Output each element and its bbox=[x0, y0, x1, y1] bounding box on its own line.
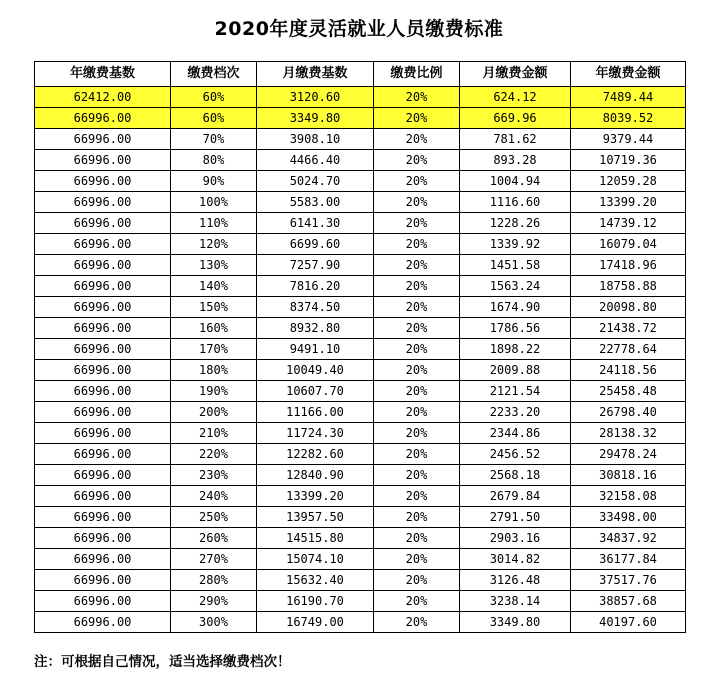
rate-cell: 20% bbox=[374, 87, 460, 108]
monthly-base-cell: 7257.90 bbox=[257, 255, 374, 276]
monthly-amount-cell: 3349.80 bbox=[460, 612, 571, 633]
rate-cell: 20% bbox=[374, 108, 460, 129]
monthly-amount-cell: 893.28 bbox=[460, 150, 571, 171]
table-body bbox=[35, 87, 686, 633]
annual-base-cell: 66996.00 bbox=[35, 381, 171, 402]
tier-cell: 280% bbox=[171, 570, 257, 591]
annual-base-cell: 66996.00 bbox=[35, 108, 171, 129]
annual-base-cell: 66996.00 bbox=[35, 507, 171, 528]
rate-cell: 20% bbox=[374, 171, 460, 192]
rate-cell: 20% bbox=[374, 255, 460, 276]
table-row bbox=[35, 171, 686, 192]
monthly-base-cell: 6699.60 bbox=[257, 234, 374, 255]
header-monthly-amount: 月缴费金额 bbox=[460, 62, 571, 87]
annual-base-cell: 66996.00 bbox=[35, 255, 171, 276]
monthly-base-cell: 12840.90 bbox=[257, 465, 374, 486]
table-row bbox=[35, 318, 686, 339]
monthly-base-cell: 8374.50 bbox=[257, 297, 374, 318]
tier-cell: 120% bbox=[171, 234, 257, 255]
monthly-amount-cell: 1563.24 bbox=[460, 276, 571, 297]
annual-amount-cell: 38857.68 bbox=[571, 591, 686, 612]
header-rate: 缴费比例 bbox=[374, 62, 460, 87]
table-row bbox=[35, 444, 686, 465]
monthly-base-cell: 14515.80 bbox=[257, 528, 374, 549]
tier-cell: 210% bbox=[171, 423, 257, 444]
annual-amount-cell: 14739.12 bbox=[571, 213, 686, 234]
rate-cell: 20% bbox=[374, 591, 460, 612]
tier-cell: 90% bbox=[171, 171, 257, 192]
annual-amount-cell: 29478.24 bbox=[571, 444, 686, 465]
tier-cell: 180% bbox=[171, 360, 257, 381]
monthly-amount-cell: 1674.90 bbox=[460, 297, 571, 318]
annual-amount-cell: 28138.32 bbox=[571, 423, 686, 444]
annual-amount-cell: 25458.48 bbox=[571, 381, 686, 402]
rate-cell: 20% bbox=[374, 570, 460, 591]
annual-base-cell: 66996.00 bbox=[35, 234, 171, 255]
tier-cell: 60% bbox=[171, 108, 257, 129]
page-title: 2020年度灵活就业人员缴费标准 bbox=[214, 18, 504, 40]
annual-base-cell: 66996.00 bbox=[35, 339, 171, 360]
rate-cell: 20% bbox=[374, 549, 460, 570]
monthly-amount-cell: 1451.58 bbox=[460, 255, 571, 276]
monthly-amount-cell: 1339.92 bbox=[460, 234, 571, 255]
monthly-amount-cell: 2903.16 bbox=[460, 528, 571, 549]
annual-amount-cell: 13399.20 bbox=[571, 192, 686, 213]
monthly-base-cell: 16190.70 bbox=[257, 591, 374, 612]
rate-cell: 20% bbox=[374, 318, 460, 339]
annual-amount-cell: 10719.36 bbox=[571, 150, 686, 171]
tier-cell: 110% bbox=[171, 213, 257, 234]
annual-amount-cell: 17418.96 bbox=[571, 255, 686, 276]
annual-base-cell: 62412.00 bbox=[35, 87, 171, 108]
monthly-amount-cell: 624.12 bbox=[460, 87, 571, 108]
rate-cell: 20% bbox=[374, 213, 460, 234]
monthly-base-cell: 3908.10 bbox=[257, 129, 374, 150]
monthly-amount-cell: 2456.52 bbox=[460, 444, 571, 465]
table-row bbox=[35, 234, 686, 255]
tier-cell: 190% bbox=[171, 381, 257, 402]
table-row bbox=[35, 465, 686, 486]
header-monthly-base: 月缴费基数 bbox=[257, 62, 374, 87]
monthly-amount-cell: 2233.20 bbox=[460, 402, 571, 423]
fee-table bbox=[34, 61, 686, 633]
table-row bbox=[35, 87, 686, 108]
table-row bbox=[35, 213, 686, 234]
tier-cell: 70% bbox=[171, 129, 257, 150]
annual-base-cell: 66996.00 bbox=[35, 360, 171, 381]
annual-amount-cell: 37517.76 bbox=[571, 570, 686, 591]
table-row bbox=[35, 381, 686, 402]
annual-base-cell: 66996.00 bbox=[35, 570, 171, 591]
table-row bbox=[35, 360, 686, 381]
table-row bbox=[35, 276, 686, 297]
monthly-base-cell: 11166.00 bbox=[257, 402, 374, 423]
footnote: 注：可根据自己情况，适当选择缴费档次！ bbox=[34, 654, 291, 670]
monthly-amount-cell: 669.96 bbox=[460, 108, 571, 129]
annual-amount-cell: 34837.92 bbox=[571, 528, 686, 549]
tier-cell: 160% bbox=[171, 318, 257, 339]
table-row bbox=[35, 297, 686, 318]
table-row bbox=[35, 570, 686, 591]
annual-base-cell: 66996.00 bbox=[35, 213, 171, 234]
monthly-amount-cell: 1116.60 bbox=[460, 192, 571, 213]
table-row bbox=[35, 528, 686, 549]
tier-cell: 230% bbox=[171, 465, 257, 486]
monthly-base-cell: 3120.60 bbox=[257, 87, 374, 108]
annual-base-cell: 66996.00 bbox=[35, 171, 171, 192]
annual-amount-cell: 32158.08 bbox=[571, 486, 686, 507]
annual-amount-cell: 9379.44 bbox=[571, 129, 686, 150]
table-row bbox=[35, 150, 686, 171]
tier-cell: 130% bbox=[171, 255, 257, 276]
monthly-base-cell: 5583.00 bbox=[257, 192, 374, 213]
table-row bbox=[35, 612, 686, 633]
table-row bbox=[35, 507, 686, 528]
monthly-base-cell: 15632.40 bbox=[257, 570, 374, 591]
annual-base-cell: 66996.00 bbox=[35, 528, 171, 549]
table-row bbox=[35, 255, 686, 276]
annual-amount-cell: 36177.84 bbox=[571, 549, 686, 570]
monthly-base-cell: 3349.80 bbox=[257, 108, 374, 129]
annual-base-cell: 66996.00 bbox=[35, 402, 171, 423]
monthly-amount-cell: 1786.56 bbox=[460, 318, 571, 339]
rate-cell: 20% bbox=[374, 150, 460, 171]
monthly-base-cell: 12282.60 bbox=[257, 444, 374, 465]
tier-cell: 100% bbox=[171, 192, 257, 213]
monthly-amount-cell: 3238.14 bbox=[460, 591, 571, 612]
header-annual-amount: 年缴费金额 bbox=[571, 62, 686, 87]
annual-base-cell: 66996.00 bbox=[35, 486, 171, 507]
rate-cell: 20% bbox=[374, 423, 460, 444]
annual-amount-cell: 21438.72 bbox=[571, 318, 686, 339]
monthly-base-cell: 13957.50 bbox=[257, 507, 374, 528]
table-row bbox=[35, 339, 686, 360]
annual-amount-cell: 16079.04 bbox=[571, 234, 686, 255]
rate-cell: 20% bbox=[374, 297, 460, 318]
tier-cell: 220% bbox=[171, 444, 257, 465]
annual-amount-cell: 30818.16 bbox=[571, 465, 686, 486]
annual-base-cell: 66996.00 bbox=[35, 297, 171, 318]
annual-amount-cell: 24118.56 bbox=[571, 360, 686, 381]
annual-base-cell: 66996.00 bbox=[35, 318, 171, 339]
rate-cell: 20% bbox=[374, 129, 460, 150]
tier-cell: 300% bbox=[171, 612, 257, 633]
annual-amount-cell: 20098.80 bbox=[571, 297, 686, 318]
annual-amount-cell: 18758.88 bbox=[571, 276, 686, 297]
tier-cell: 290% bbox=[171, 591, 257, 612]
rate-cell: 20% bbox=[374, 192, 460, 213]
tier-cell: 260% bbox=[171, 528, 257, 549]
annual-amount-cell: 7489.44 bbox=[571, 87, 686, 108]
table-row bbox=[35, 129, 686, 150]
monthly-amount-cell: 2121.54 bbox=[460, 381, 571, 402]
header-annual-base: 年缴费基数 bbox=[35, 62, 171, 87]
monthly-base-cell: 8932.80 bbox=[257, 318, 374, 339]
annual-amount-cell: 40197.60 bbox=[571, 612, 686, 633]
monthly-amount-cell: 781.62 bbox=[460, 129, 571, 150]
monthly-amount-cell: 1004.94 bbox=[460, 171, 571, 192]
rate-cell: 20% bbox=[374, 507, 460, 528]
monthly-amount-cell: 2009.88 bbox=[460, 360, 571, 381]
table-row bbox=[35, 591, 686, 612]
annual-base-cell: 66996.00 bbox=[35, 465, 171, 486]
annual-amount-cell: 8039.52 bbox=[571, 108, 686, 129]
tier-cell: 60% bbox=[171, 87, 257, 108]
monthly-base-cell: 10049.40 bbox=[257, 360, 374, 381]
rate-cell: 20% bbox=[374, 339, 460, 360]
rate-cell: 20% bbox=[374, 528, 460, 549]
annual-base-cell: 66996.00 bbox=[35, 444, 171, 465]
annual-amount-cell: 33498.00 bbox=[571, 507, 686, 528]
rate-cell: 20% bbox=[374, 465, 460, 486]
monthly-amount-cell: 1898.22 bbox=[460, 339, 571, 360]
monthly-base-cell: 15074.10 bbox=[257, 549, 374, 570]
rate-cell: 20% bbox=[374, 444, 460, 465]
table-row bbox=[35, 108, 686, 129]
tier-cell: 240% bbox=[171, 486, 257, 507]
monthly-base-cell: 7816.20 bbox=[257, 276, 374, 297]
rate-cell: 20% bbox=[374, 381, 460, 402]
table-row bbox=[35, 192, 686, 213]
annual-base-cell: 66996.00 bbox=[35, 192, 171, 213]
monthly-amount-cell: 1228.26 bbox=[460, 213, 571, 234]
tier-cell: 250% bbox=[171, 507, 257, 528]
annual-amount-cell: 22778.64 bbox=[571, 339, 686, 360]
annual-base-cell: 66996.00 bbox=[35, 276, 171, 297]
header-tier: 缴费档次 bbox=[171, 62, 257, 87]
table-row bbox=[35, 423, 686, 444]
annual-base-cell: 66996.00 bbox=[35, 549, 171, 570]
monthly-base-cell: 5024.70 bbox=[257, 171, 374, 192]
annual-base-cell: 66996.00 bbox=[35, 591, 171, 612]
monthly-base-cell: 16749.00 bbox=[257, 612, 374, 633]
annual-base-cell: 66996.00 bbox=[35, 129, 171, 150]
monthly-base-cell: 9491.10 bbox=[257, 339, 374, 360]
monthly-base-cell: 6141.30 bbox=[257, 213, 374, 234]
monthly-amount-cell: 3126.48 bbox=[460, 570, 571, 591]
monthly-base-cell: 10607.70 bbox=[257, 381, 374, 402]
annual-base-cell: 66996.00 bbox=[35, 150, 171, 171]
monthly-base-cell: 11724.30 bbox=[257, 423, 374, 444]
monthly-base-cell: 4466.40 bbox=[257, 150, 374, 171]
tier-cell: 150% bbox=[171, 297, 257, 318]
table-header-row bbox=[35, 62, 686, 87]
monthly-amount-cell: 3014.82 bbox=[460, 549, 571, 570]
tier-cell: 270% bbox=[171, 549, 257, 570]
tier-cell: 200% bbox=[171, 402, 257, 423]
rate-cell: 20% bbox=[374, 276, 460, 297]
monthly-amount-cell: 2791.50 bbox=[460, 507, 571, 528]
rate-cell: 20% bbox=[374, 360, 460, 381]
table-row bbox=[35, 402, 686, 423]
table-row bbox=[35, 549, 686, 570]
monthly-base-cell: 13399.20 bbox=[257, 486, 374, 507]
rate-cell: 20% bbox=[374, 612, 460, 633]
annual-amount-cell: 12059.28 bbox=[571, 171, 686, 192]
rate-cell: 20% bbox=[374, 234, 460, 255]
rate-cell: 20% bbox=[374, 402, 460, 423]
annual-amount-cell: 26798.40 bbox=[571, 402, 686, 423]
monthly-amount-cell: 2679.84 bbox=[460, 486, 571, 507]
rate-cell: 20% bbox=[374, 486, 460, 507]
tier-cell: 170% bbox=[171, 339, 257, 360]
monthly-amount-cell: 2568.18 bbox=[460, 465, 571, 486]
monthly-amount-cell: 2344.86 bbox=[460, 423, 571, 444]
table-row bbox=[35, 486, 686, 507]
tier-cell: 140% bbox=[171, 276, 257, 297]
annual-base-cell: 66996.00 bbox=[35, 612, 171, 633]
tier-cell: 80% bbox=[171, 150, 257, 171]
annual-base-cell: 66996.00 bbox=[35, 423, 171, 444]
